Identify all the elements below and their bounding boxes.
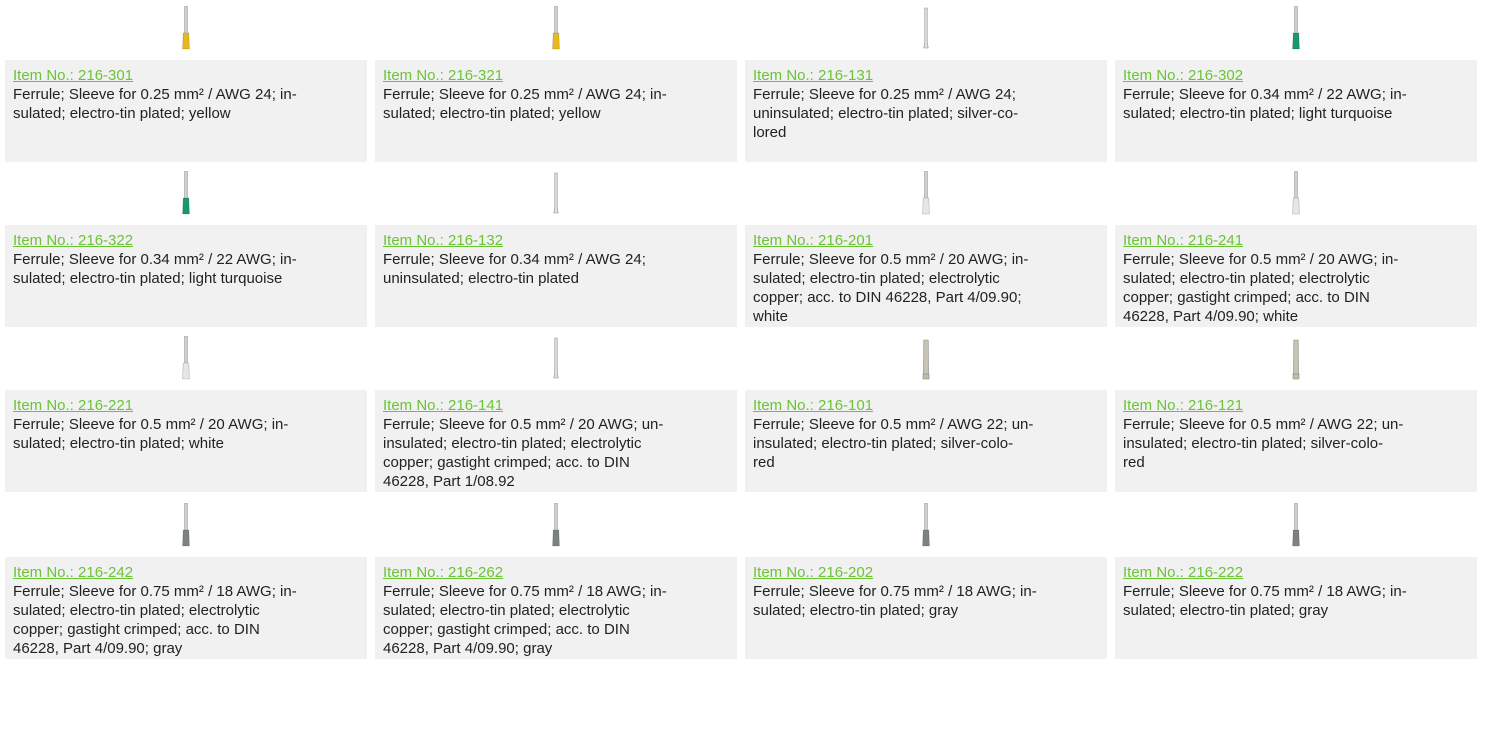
ferrule-image[interactable]: [1291, 171, 1301, 215]
product-description: Ferrule; Sleeve for 0.34 mm² / AWG 24; uninsulated; electro-tin plated: [383, 251, 646, 287]
item-number-link[interactable]: Item No.: 216-222: [1123, 564, 1244, 581]
item-number-link[interactable]: Item No.: 216-132: [383, 232, 504, 249]
product-image-area: [1115, 165, 1477, 225]
product-card: [745, 0, 1107, 162]
product-info: [5, 60, 367, 162]
item-number-link[interactable]: Item No.: 216-302: [1123, 67, 1244, 84]
product-description: Ferrule; Sleeve for 0.5 mm² / 20 AWG; un- insulated; electro-tin plated; electrolytic copper; gastight crimped; acc. to DIN 46228, Part 1/08.92: [383, 416, 664, 490]
ferrule-image[interactable]: [551, 336, 561, 380]
product-info: [5, 225, 367, 327]
product-info: [745, 390, 1107, 492]
product-image-area: [745, 165, 1107, 225]
ferrule-image[interactable]: [181, 336, 191, 380]
product-image-area: [5, 497, 367, 557]
product-image-area: [375, 0, 737, 60]
product-image-area: [375, 497, 737, 557]
item-number-link[interactable]: Item No.: 216-221: [13, 397, 134, 414]
product-image-area: [5, 330, 367, 390]
ferrule-image[interactable]: [1291, 503, 1301, 547]
product-info: [1115, 225, 1477, 327]
ferrule-image[interactable]: [1291, 336, 1301, 380]
item-number-link[interactable]: Item No.: 216-121: [1123, 397, 1244, 414]
product-card: [375, 165, 737, 327]
product-card: [375, 330, 737, 492]
product-image-area: [1115, 330, 1477, 390]
product-description: Ferrule; Sleeve for 0.75 mm² / 18 AWG; in- sulated; electro-tin plated; electrolytic copper; gastight crimped; acc. to DIN 46228, Part 4/09.90; gray: [383, 583, 667, 657]
product-info: [1115, 557, 1477, 659]
product-card: [5, 330, 367, 492]
product-description: Ferrule; Sleeve for 0.75 mm² / 18 AWG; in- sulated; electro-tin plated; gray: [1123, 583, 1407, 619]
item-number-link[interactable]: Item No.: 216-321: [383, 67, 504, 84]
item-number-link[interactable]: Item No.: 216-101: [753, 397, 874, 414]
ferrule-image[interactable]: [921, 336, 931, 380]
product-info: [1115, 390, 1477, 492]
ferrule-image[interactable]: [181, 503, 191, 547]
product-info: [375, 390, 737, 492]
product-description: Ferrule; Sleeve for 0.75 mm² / 18 AWG; in- sulated; electro-tin plated; gray: [753, 583, 1037, 619]
product-info: [375, 60, 737, 162]
product-info: [375, 557, 737, 659]
product-card: [1115, 0, 1477, 162]
ferrule-image[interactable]: [181, 171, 191, 215]
product-description: Ferrule; Sleeve for 0.34 mm² / 22 AWG; in- sulated; electro-tin plated; light turquoise: [1123, 86, 1407, 122]
product-description: Ferrule; Sleeve for 0.25 mm² / AWG 24; in- sulated; electro-tin plated; yellow: [383, 86, 667, 122]
ferrule-image[interactable]: [551, 6, 561, 50]
item-number-link[interactable]: Item No.: 216-322: [13, 232, 134, 249]
product-info: [375, 225, 737, 327]
product-description: Ferrule; Sleeve for 0.34 mm² / 22 AWG; in- sulated; electro-tin plated; light turquoise: [13, 251, 297, 287]
ferrule-image[interactable]: [181, 6, 191, 50]
product-card: [375, 497, 737, 659]
product-card: [5, 0, 367, 162]
product-description: Ferrule; Sleeve for 0.5 mm² / AWG 22; un- insulated; electro-tin plated; silver-colo- red: [753, 416, 1034, 471]
product-image-area: [5, 165, 367, 225]
ferrule-image[interactable]: [921, 171, 931, 215]
product-card: [1115, 165, 1477, 327]
product-description: Ferrule; Sleeve for 0.5 mm² / 20 AWG; in- sulated; electro-tin plated; white: [13, 416, 289, 452]
product-card: [5, 165, 367, 327]
product-description: Ferrule; Sleeve for 0.5 mm² / AWG 22; un- insulated; electro-tin plated; silver-colo- red: [1123, 416, 1404, 471]
product-card: [745, 330, 1107, 492]
product-card: [5, 497, 367, 659]
product-image-area: [375, 330, 737, 390]
ferrule-image[interactable]: [1291, 6, 1301, 50]
product-image-area: [745, 330, 1107, 390]
product-image-area: [375, 165, 737, 225]
product-card: [375, 0, 737, 162]
product-description: Ferrule; Sleeve for 0.5 mm² / 20 AWG; in- sulated; electro-tin plated; electrolytic copper; acc. to DIN 46228, Part 4/09.90; white: [753, 251, 1029, 325]
ferrule-image[interactable]: [921, 503, 931, 547]
product-image-area: [745, 497, 1107, 557]
product-info: [5, 390, 367, 492]
product-info: [5, 557, 367, 659]
product-description: Ferrule; Sleeve for 0.75 mm² / 18 AWG; in- sulated; electro-tin plated; electrolytic copper; gastight crimped; acc. to DIN 46228, Part 4/09.90; gray: [13, 583, 297, 657]
ferrule-image[interactable]: [921, 6, 931, 50]
product-description: Ferrule; Sleeve for 0.5 mm² / 20 AWG; in- sulated; electro-tin plated; electrolytic copper; gastight crimped; acc. to DIN 46228, Part 4/09.90; white: [1123, 251, 1399, 325]
product-info: [745, 557, 1107, 659]
item-number-link[interactable]: Item No.: 216-241: [1123, 232, 1244, 249]
product-description: Ferrule; Sleeve for 0.25 mm² / AWG 24; in- sulated; electro-tin plated; yellow: [13, 86, 297, 122]
product-description: Ferrule; Sleeve for 0.25 mm² / AWG 24; uninsulated; electro-tin plated; silver-co- lored: [753, 86, 1019, 141]
product-info: [745, 225, 1107, 327]
product-card: [1115, 330, 1477, 492]
item-number-link[interactable]: Item No.: 216-141: [383, 397, 504, 414]
product-info: [745, 60, 1107, 162]
item-number-link[interactable]: Item No.: 216-301: [13, 67, 134, 84]
product-card: [745, 165, 1107, 327]
product-image-area: [5, 0, 367, 60]
product-image-area: [745, 0, 1107, 60]
item-number-link[interactable]: Item No.: 216-201: [753, 232, 874, 249]
product-card: [745, 497, 1107, 659]
item-number-link[interactable]: Item No.: 216-202: [753, 564, 874, 581]
product-image-area: [1115, 0, 1477, 60]
ferrule-image[interactable]: [551, 503, 561, 547]
item-number-link[interactable]: Item No.: 216-242: [13, 564, 134, 581]
product-image-area: [1115, 497, 1477, 557]
product-card: [1115, 497, 1477, 659]
product-info: [1115, 60, 1477, 162]
item-number-link[interactable]: Item No.: 216-262: [383, 564, 504, 581]
item-number-link[interactable]: Item No.: 216-131: [753, 67, 874, 84]
ferrule-image[interactable]: [551, 171, 561, 215]
